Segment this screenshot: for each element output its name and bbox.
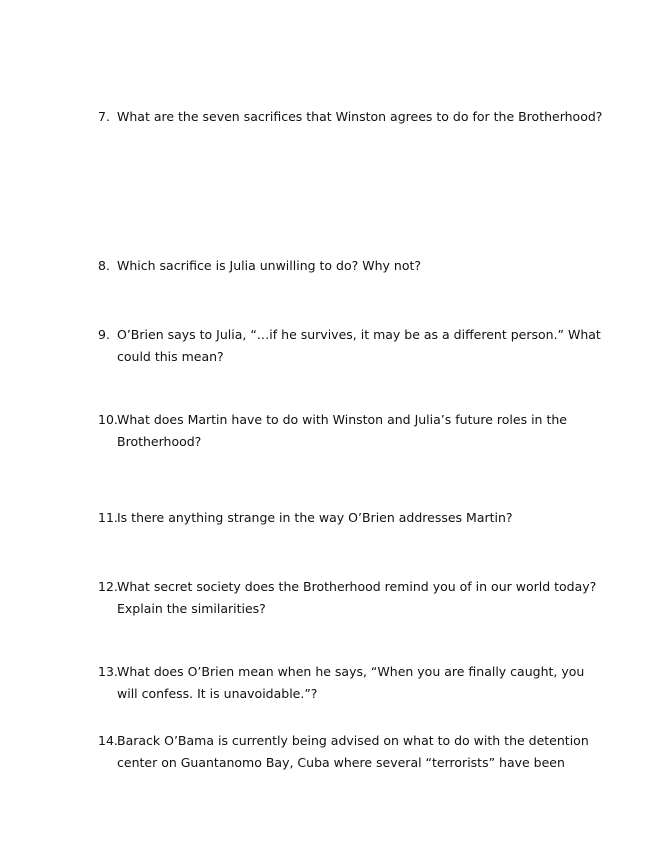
question-11 xyxy=(98,507,598,529)
question-line: will confess. It is unavoidable.”? xyxy=(117,686,318,701)
question-line: Brotherhood? xyxy=(117,434,202,449)
question-number: 8. xyxy=(98,258,110,273)
question-line: What does O’Brien mean when he says, “When you are finally caught, you xyxy=(117,664,585,679)
question-line: Is there anything strange in the way O’Brien addresses Martin? xyxy=(117,510,513,525)
question-line: could this mean? xyxy=(117,349,224,364)
question-line: O’Brien says to Julia, “…if he survives, it may be as a different person.” What xyxy=(117,327,601,342)
question-text xyxy=(117,576,598,620)
question-text xyxy=(117,324,601,368)
question-text xyxy=(117,255,598,277)
question-8 xyxy=(98,255,598,277)
question-line: What secret society does the Brotherhood remind you of in our world today? xyxy=(117,579,597,594)
question-text xyxy=(117,106,603,128)
question-7 xyxy=(98,106,603,128)
question-line: center on Guantanomo Bay, Cuba where several “terrorists” have been xyxy=(117,755,565,770)
question-text xyxy=(117,409,598,453)
question-text xyxy=(117,507,598,529)
question-text xyxy=(117,730,598,774)
question-text xyxy=(117,661,598,705)
question-number: 13. xyxy=(98,664,118,679)
question-line: Explain the similarities? xyxy=(117,601,266,616)
question-number: 7. xyxy=(98,109,110,124)
question-number: 10. xyxy=(98,412,118,427)
question-number: 14. xyxy=(98,733,118,748)
question-14 xyxy=(98,730,598,774)
question-number: 12. xyxy=(98,579,118,594)
question-line: Barack O’Bama is currently being advised on what to do with the detention xyxy=(117,733,589,748)
question-line: What does Martin have to do with Winston and Julia’s future roles in the xyxy=(117,412,567,427)
question-12 xyxy=(98,576,598,620)
question-line: Which sacrifice is Julia unwilling to do? Why not? xyxy=(117,258,421,273)
question-10 xyxy=(98,409,598,453)
question-number: 11. xyxy=(98,510,118,525)
question-line: What are the seven sacrifices that Winston agrees to do for the Brotherhood? xyxy=(117,109,603,124)
question-9 xyxy=(98,324,601,368)
question-13 xyxy=(98,661,598,705)
question-number: 9. xyxy=(98,327,110,342)
